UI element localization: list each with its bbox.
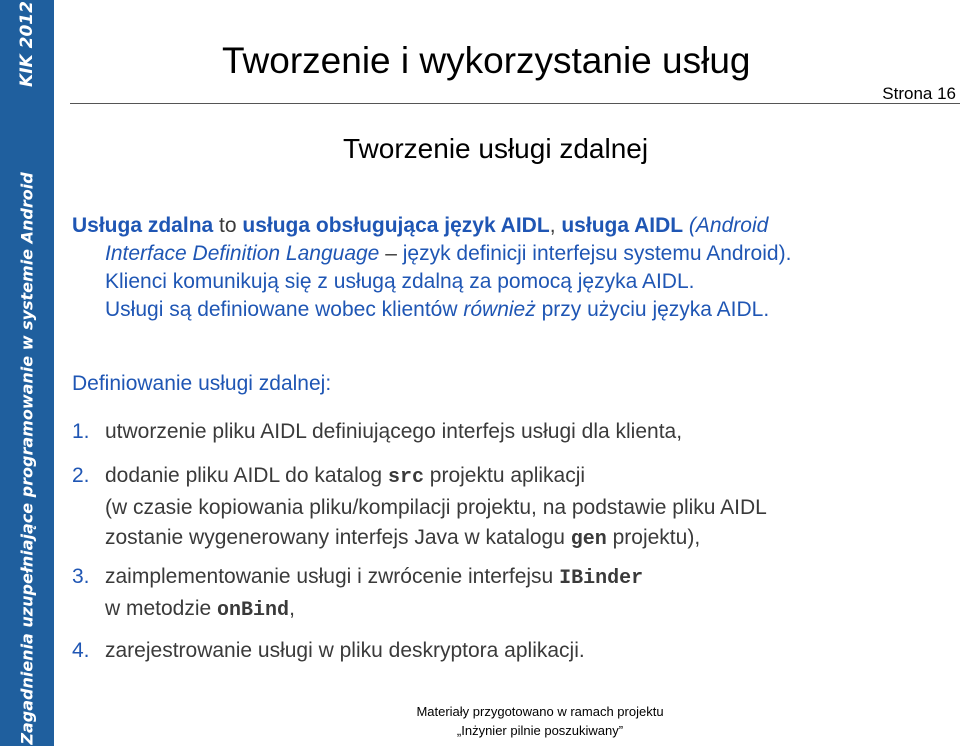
step-text: (w czasie kopiowania pliku/kompilacji projektu, na podstawie pliku AIDL (105, 496, 767, 519)
step-text: projektu aplikacji (423, 464, 586, 487)
step-number: 1. (72, 420, 90, 443)
footer-line: „Inżynier pilnie poszukiwany” (456, 723, 624, 738)
code-token: onBind (217, 599, 290, 622)
intro-text: to (213, 214, 243, 237)
intro-text: przy użyciu języka AIDL. (535, 298, 770, 321)
intro-text: język definicji interfejsu systemu Android). (402, 242, 792, 265)
intro-line-2 (72, 240, 942, 268)
step-text: projektu), (606, 526, 701, 549)
intro-emphasis: również (463, 298, 536, 321)
sidebar-top (0, 0, 54, 88)
term-aidl-service: usługa obsługująca język AIDL (242, 214, 550, 237)
intro-line-1 (72, 212, 942, 240)
code-token: IBinder (559, 567, 644, 590)
step-text: utworzenie pliku AIDL definiującego interfejs usługi dla klienta, (105, 420, 683, 443)
step-item (72, 417, 942, 447)
code-token: gen (570, 528, 607, 551)
sidebar-main (0, 170, 54, 746)
intro-line-3: Klienci komunikują się z usługą zdalną za pomocą języka AIDL. (105, 270, 695, 293)
definition-heading: Definiowanie usługi zdalnej: (72, 372, 332, 395)
intro-text: Usługi są definiowane wobec klientów (105, 298, 464, 321)
step-item (72, 636, 942, 666)
aidl-expansion: Interface Definition Language (105, 242, 380, 265)
intro-text: (Android (683, 214, 769, 237)
intro-text: – (379, 242, 403, 265)
step-item (72, 461, 942, 555)
term-aidl-short: usługa AIDL (561, 214, 684, 237)
term-remote-service: Usługa zdalna (72, 214, 214, 237)
step-number: 2. (72, 464, 90, 487)
page-number: Strona 16 (882, 84, 956, 103)
sidebar-band (0, 0, 54, 746)
page-title: Tworzenie i wykorzystanie usług (222, 40, 751, 81)
step-text: w metodzie (105, 597, 218, 620)
conference-label: KIK 2012 (17, 1, 37, 87)
footer-line: Materiały przygotowano w ramach projektu (416, 704, 664, 719)
intro-text: , (549, 214, 562, 237)
step-number: 3. (72, 565, 90, 588)
intro-line-4 (72, 296, 942, 324)
step-text: zaimplementowanie usługi i zwrócenie interfejsu (105, 565, 560, 588)
step-item (72, 562, 942, 626)
step-text: , (289, 597, 295, 620)
step-number: 4. (72, 639, 90, 662)
section-subtitle: Tworzenie usługi zdalnej (343, 133, 649, 164)
intro-paragraph (72, 212, 942, 324)
step-text: dodanie pliku AIDL do katalog (105, 464, 388, 487)
course-label: Zagadnienia uzupełniające programowanie w systemie Android (17, 171, 37, 745)
code-token: src (387, 466, 424, 489)
step-text: zarejestrowanie usługi w pliku deskryptora aplikacji. (105, 639, 585, 662)
footer-credit (410, 702, 670, 740)
header-divider (70, 103, 960, 104)
step-text: zostanie wygenerowany interfejs Java w katalogu (105, 526, 571, 549)
